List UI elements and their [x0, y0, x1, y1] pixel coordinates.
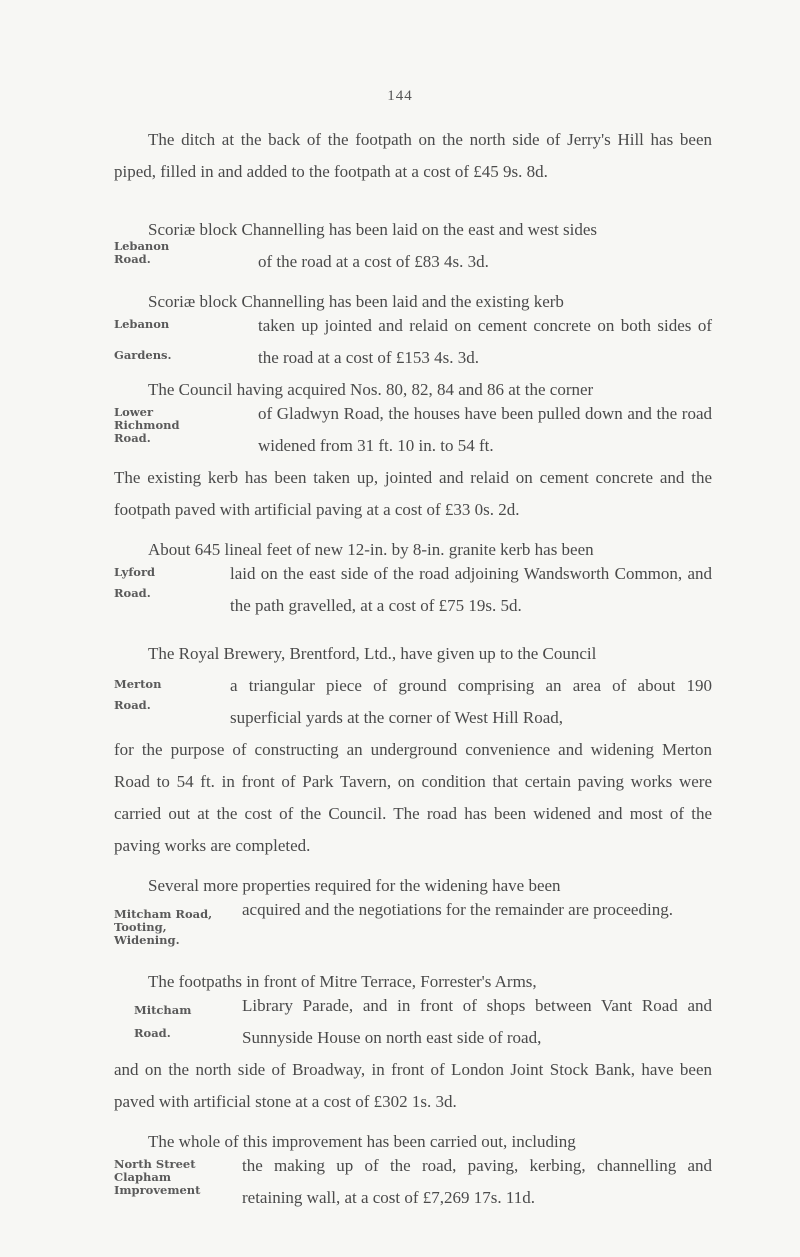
margin-note-line: Road. — [134, 1026, 171, 1040]
margin-note-line: Widening. — [114, 933, 180, 947]
paragraph-lower-richmond-first-line: The Council having acquired Nos. 80, 82, 84 and 86 at the corner — [148, 380, 594, 399]
margin-note-line: Lower — [114, 405, 154, 419]
paragraph-merton-road-first-line: The Royal Brewery, Brentford, Ltd., have given up to the Council — [148, 644, 597, 663]
paragraph-lebanon-gardens-rest: taken up jointed and relaid on cement concrete on both sides of the road at a cost of £153 4s. 3d. — [258, 316, 712, 367]
paragraph-lower-richmond-rest: The existing kerb has been taken up, jointed and relaid on cement concrete and the footpath paved with artificial paving at a cost of £33 0s. 2d. — [114, 468, 712, 519]
paragraph-mitcham-road-rest: and on the north side of Broadway, in front of London Joint Stock Bank, have been paved with artificial stone at a cost of £302 1s. 3d. — [114, 1060, 712, 1111]
margin-note-line: Road. — [114, 698, 151, 712]
margin-note-line: Mitcham Road, — [114, 907, 213, 921]
paragraph-north-street-first-line: The whole of this improvement has been carried out, including — [148, 1132, 576, 1151]
page-number: 144 — [387, 88, 413, 104]
paragraph-lebanon-road-first-line: Scoriæ block Channelling has been laid on the east and west sides — [148, 220, 597, 239]
margin-note-line: Richmond — [114, 418, 180, 432]
margin-note-line: Road. — [114, 586, 151, 600]
paragraph-lyford-road-inner: laid on the east side of the road adjoining Wandsworth Common, and the path gravelled, at a cost of £75 19s. 5d. — [230, 564, 712, 615]
margin-note-line: Road. — [114, 431, 151, 445]
margin-note-line: Gardens. — [114, 348, 172, 362]
paragraph-mitcham-widening-first-line: Several more properties required for the widening have been — [148, 876, 561, 895]
paragraph-jerrys-hill: The ditch at the back of the footpath on the north side of Jerry's Hill has been piped, filled in and added to the footpath at a cost of £45 9s. 8d. — [114, 130, 712, 181]
margin-note-line: Lebanon — [114, 317, 170, 331]
paragraph-mitcham-road-first-line: The footpaths in front of Mitre Terrace, Forrester's Arms, — [148, 972, 537, 991]
margin-note-line: Lyford — [114, 565, 156, 579]
margin-note-line: Clapham — [114, 1170, 171, 1184]
margin-note-line: Improvement — [114, 1183, 201, 1197]
paragraph-merton-road-inner: a triangular piece of ground comprising an area of about 190 superficial yards at the corner of West Hill Road, — [230, 676, 712, 727]
paragraph-mitcham-widening-inner: acquired and the negotiations for the remainder are proceeding. — [242, 900, 673, 919]
margin-note-line: Tooting, — [114, 920, 167, 934]
margin-note-lebanon-road — [114, 240, 234, 266]
margin-note-merton-road — [114, 678, 234, 712]
margin-note-line: Lebanon — [114, 239, 170, 253]
paragraph-lower-richmond-inner: of Gladwyn Road, the houses have been pulled down and the road widened from 31 ft. 10 in. to 54 ft. — [258, 404, 712, 455]
margin-note-lyford-road — [114, 566, 234, 600]
margin-note-lower-richmond-road — [114, 406, 234, 445]
paragraph-lyford-road-first-line: About 645 lineal feet of new 12-in. by 8-in. granite kerb has been — [148, 540, 594, 559]
margin-note-line: Road. — [114, 252, 151, 266]
margin-note-north-street — [114, 1158, 234, 1197]
paragraph-mitcham-road-inner: Library Parade, and in front of shops between Vant Road and Sunnyside House on north east side of road, — [242, 996, 712, 1047]
margin-note-line: Mitcham — [134, 1003, 192, 1017]
paragraph-lebanon-road-rest: of the road at a cost of £83 4s. 3d. — [258, 252, 489, 271]
paragraph-north-street-inner: the making up of the road, paving, kerbing, channelling and retaining wall, at a cost of £7,269 17s. 11d. — [242, 1156, 712, 1207]
margin-note-line: Merton — [114, 677, 162, 691]
paragraph-lebanon-gardens-first-line: Scoriæ block Channelling has been laid and the existing kerb — [148, 292, 564, 311]
margin-note-line: North Street — [114, 1157, 196, 1171]
margin-note-mitcham-road — [114, 1004, 234, 1040]
margin-note-mitcham-road-widening — [114, 908, 234, 947]
paragraph-merton-road-rest: for the purpose of constructing an underground convenience and widening Merton Road to 54 ft. in front of Park Tavern, on condition that certain paving works were carried out at the cost of the Council. The road has been widened and most of the paving works are completed. — [114, 740, 712, 855]
margin-note-lebanon-gardens — [114, 318, 234, 362]
